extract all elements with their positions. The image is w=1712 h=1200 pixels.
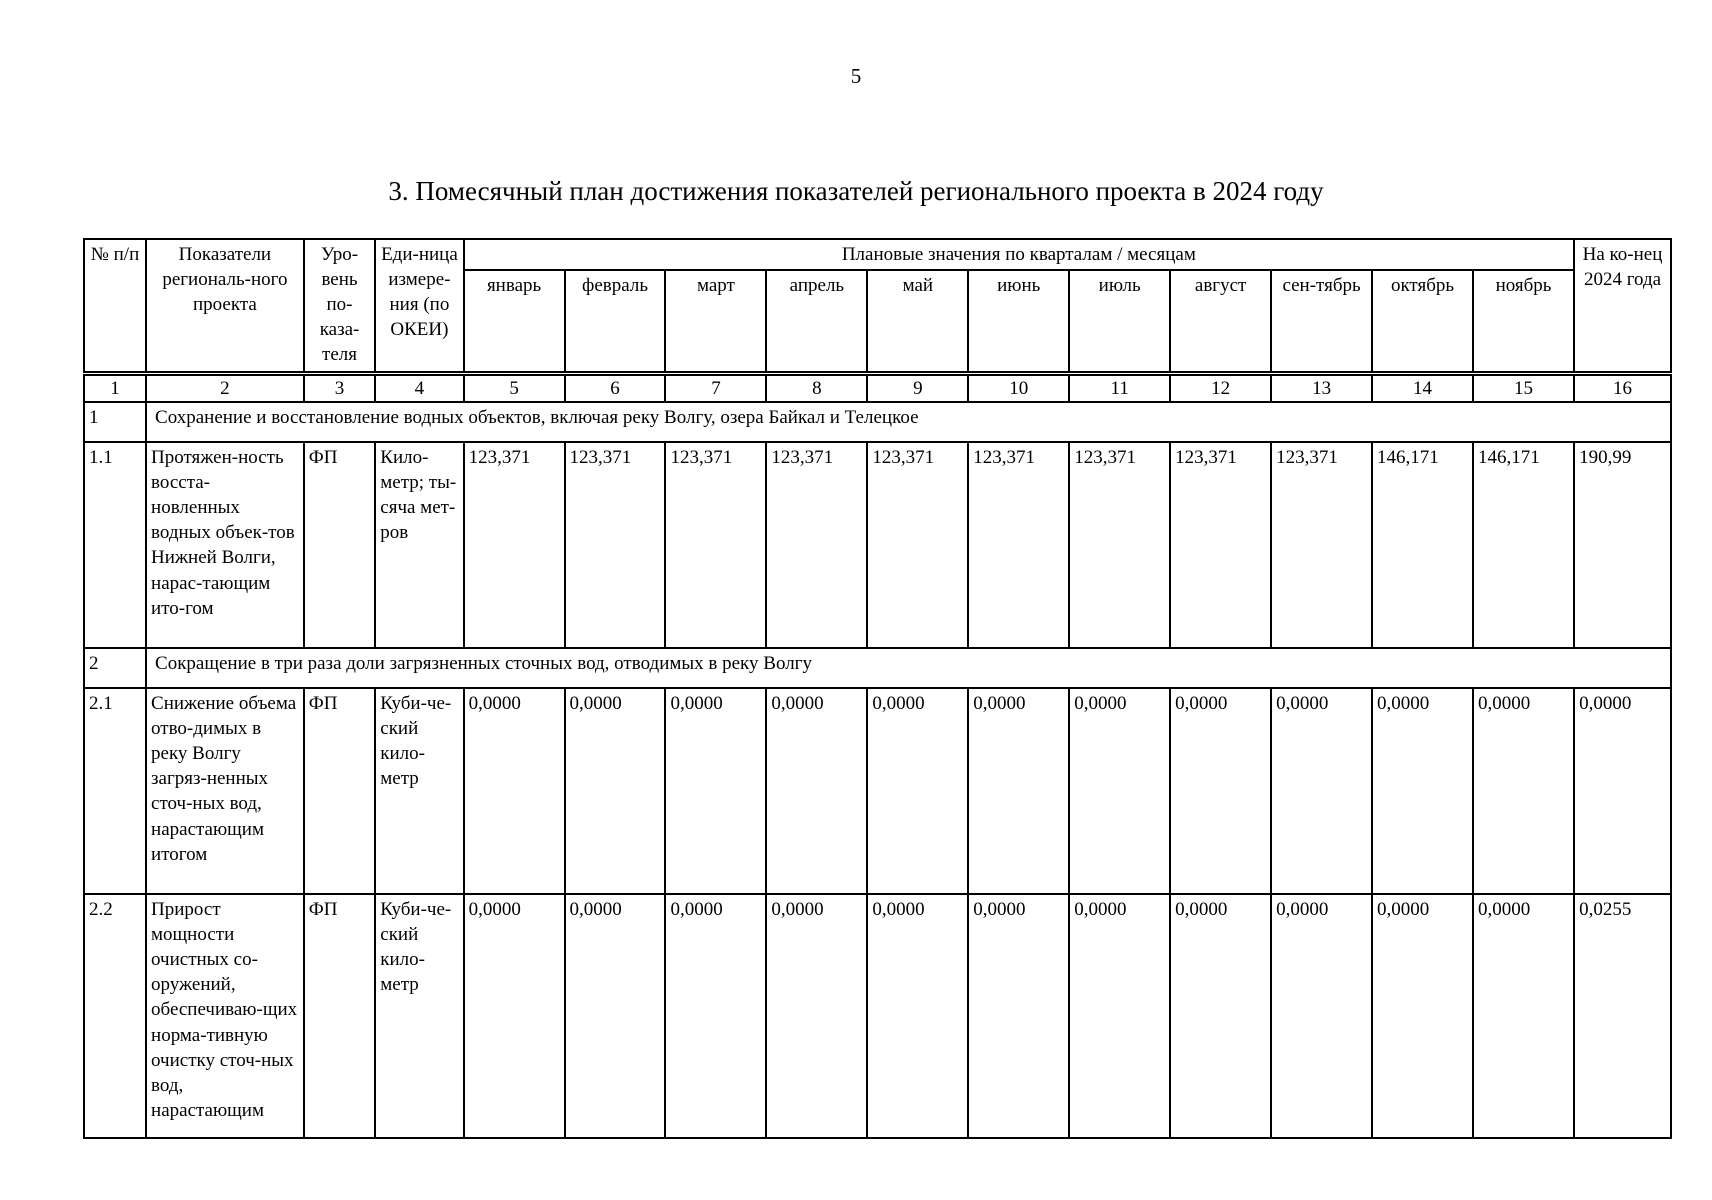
planned-value: 123,371	[665, 442, 766, 648]
column-numbers-row	[84, 374, 1671, 403]
planned-value: 0,0000	[665, 894, 766, 1138]
column-number: 13	[1271, 374, 1372, 403]
indicator-name: Снижение объема отво-димых в реку Волгу загряз-ненных сточ-ных вод, нарастающим итогом	[146, 688, 304, 894]
planned-value: 0,0000	[1473, 894, 1574, 1138]
planned-value: 123,371	[464, 442, 565, 648]
planned-value: 0,0000	[565, 688, 666, 894]
unit-of-measure: Кило-метр; ты-сяча мет-ров	[375, 442, 463, 648]
column-number: 4	[375, 374, 463, 403]
indicator-row	[84, 894, 1671, 1138]
header-month: ноябрь	[1473, 270, 1574, 374]
planned-value: 0,0000	[1170, 894, 1271, 1138]
planned-value: 0,0000	[968, 894, 1069, 1138]
planned-value: 123,371	[1271, 442, 1372, 648]
planned-value: 0,0000	[1271, 688, 1372, 894]
planned-value: 0,0000	[867, 688, 968, 894]
planned-value: 146,171	[1473, 442, 1574, 648]
indicator-row	[84, 688, 1671, 894]
planned-value: 123,371	[968, 442, 1069, 648]
planned-value: 123,371	[1170, 442, 1271, 648]
section-title: Сокращение в три раза доли загрязненных сточных вод, отводимых в реку Волгу	[146, 648, 1671, 688]
column-number: 1	[84, 374, 146, 403]
planned-value: 0,0000	[565, 894, 666, 1138]
column-number: 14	[1372, 374, 1473, 403]
column-number: 3	[304, 374, 376, 403]
indicator-name: Прирост мощности очистных со-оружений, обеспечиваю-щих норма-тивную очистку сточ-ных вод, нарастающим	[146, 894, 304, 1138]
column-number: 8	[766, 374, 867, 403]
year-end-value: 190,99	[1574, 442, 1671, 648]
planned-value: 123,371	[565, 442, 666, 648]
year-end-value: 0,0000	[1574, 688, 1671, 894]
row-number: 2.1	[84, 688, 146, 894]
page-number: 5	[850, 64, 862, 88]
header-month: июнь	[968, 270, 1069, 374]
planned-value: 0,0000	[1170, 688, 1271, 894]
indicator-row	[84, 442, 1671, 648]
header-row	[84, 239, 1671, 270]
header-level: Уро-вень по-каза-теля	[304, 239, 376, 374]
planned-value: 0,0000	[968, 688, 1069, 894]
year-end-value: 0,0255	[1574, 894, 1671, 1138]
indicator-name: Протяжен-ность восста-новленных водных объек-тов Нижней Волги, нарас-тающим ито-гом	[146, 442, 304, 648]
unit-of-measure: Куби-че-ский кило-метр	[375, 688, 463, 894]
header-month: август	[1170, 270, 1271, 374]
indicator-level: ФП	[304, 688, 376, 894]
column-number: 9	[867, 374, 968, 403]
document-title: 3. Помесячный план достижения показателей регионального проекта в 2024 году	[388, 176, 1324, 206]
planned-value: 0,0000	[1069, 688, 1170, 894]
planned-value: 0,0000	[766, 688, 867, 894]
planned-value: 0,0000	[464, 688, 565, 894]
column-number: 15	[1473, 374, 1574, 403]
planned-value: 146,171	[1372, 442, 1473, 648]
planned-value: 123,371	[867, 442, 968, 648]
section-number: 2	[84, 648, 146, 688]
planned-value: 0,0000	[665, 688, 766, 894]
header-month: октябрь	[1372, 270, 1473, 374]
monthly-plan-table	[83, 238, 1672, 1139]
planned-value: 123,371	[1069, 442, 1170, 648]
header-planned-values: Плановые значения по кварталам / месяцам	[464, 239, 1574, 270]
planned-value: 0,0000	[1372, 688, 1473, 894]
row-number: 2.2	[84, 894, 146, 1138]
section-number: 1	[84, 402, 146, 442]
planned-value: 123,371	[766, 442, 867, 648]
column-number: 6	[565, 374, 666, 403]
planned-value: 0,0000	[867, 894, 968, 1138]
header-month: сен-тябрь	[1271, 270, 1372, 374]
planned-value: 0,0000	[1069, 894, 1170, 1138]
section-title: Сохранение и восстановление водных объектов, включая реку Волгу, озера Байкал и Телецкое	[146, 402, 1671, 442]
header-num: № п/п	[84, 239, 146, 374]
header-month: март	[665, 270, 766, 374]
planned-value: 0,0000	[766, 894, 867, 1138]
column-number: 12	[1170, 374, 1271, 403]
planned-value: 0,0000	[1271, 894, 1372, 1138]
column-number: 2	[146, 374, 304, 403]
planned-value: 0,0000	[1372, 894, 1473, 1138]
column-number: 16	[1574, 374, 1671, 403]
indicator-level: ФП	[304, 442, 376, 648]
unit-of-measure: Куби-че-ский кило-метр	[375, 894, 463, 1138]
header-unit: Еди-ница измере-ния (по ОКЕИ)	[375, 239, 463, 374]
header-month: апрель	[766, 270, 867, 374]
header-indicator: Показатели региональ-ного проекта	[146, 239, 304, 374]
planned-value: 0,0000	[1473, 688, 1574, 894]
header-month: июль	[1069, 270, 1170, 374]
header-year-end: На ко-нец 2024 года	[1574, 239, 1671, 374]
section-row	[84, 648, 1671, 688]
section-row	[84, 402, 1671, 442]
column-number: 5	[464, 374, 565, 403]
header-month: май	[867, 270, 968, 374]
column-number: 7	[665, 374, 766, 403]
column-number: 11	[1069, 374, 1170, 403]
planned-value: 0,0000	[464, 894, 565, 1138]
column-number: 10	[968, 374, 1069, 403]
row-number: 1.1	[84, 442, 146, 648]
indicator-level: ФП	[304, 894, 376, 1138]
header-month: февраль	[565, 270, 666, 374]
header-month: январь	[464, 270, 565, 374]
